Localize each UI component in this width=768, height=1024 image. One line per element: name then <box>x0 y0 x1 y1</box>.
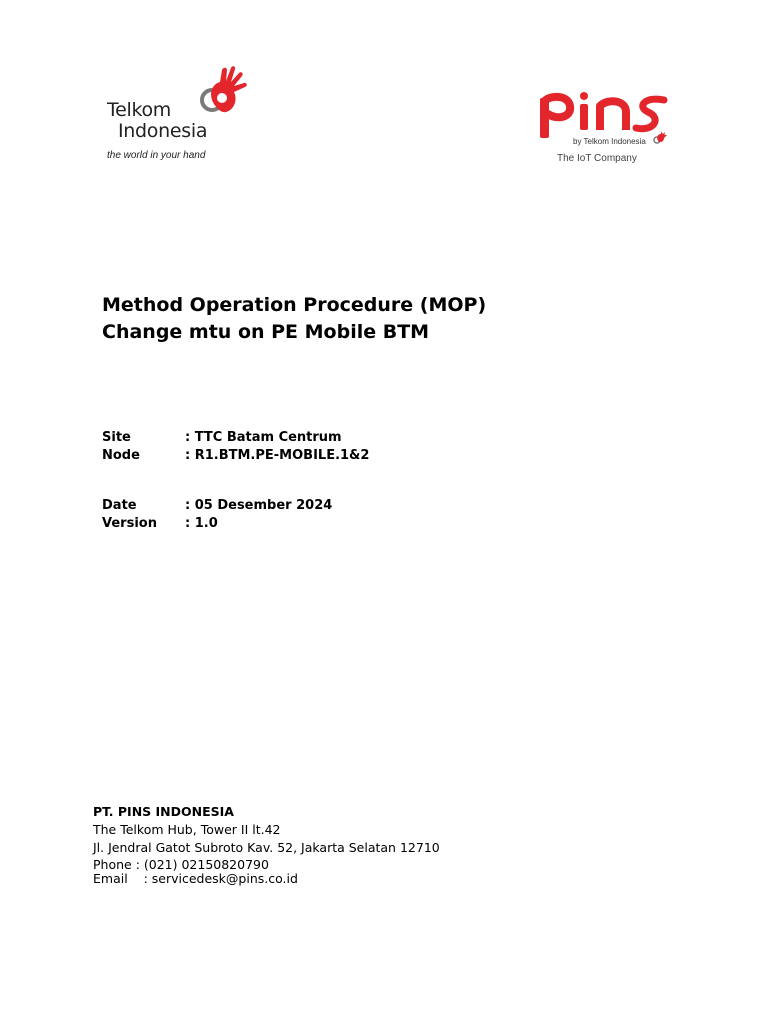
version-label: Version <box>102 516 157 531</box>
telkom-logo-tagline: the world in your hand <box>107 150 206 161</box>
pins-by-telkom-text: by Telkom Indonesia <box>573 137 646 146</box>
version-value: : 1.0 <box>185 516 218 531</box>
telkom-mini-hand-icon <box>652 131 668 145</box>
node-value: : R1.BTM.PE-MOBILE.1&2 <box>185 448 370 463</box>
date-label: Date <box>102 498 137 513</box>
pins-wordmark-logo <box>538 92 670 138</box>
email-line: Email : servicedesk@pins.co.id <box>93 871 298 886</box>
company-name: PT. PINS INDONESIA <box>93 804 234 819</box>
telkom-logo-line2: Indonesia <box>118 120 208 142</box>
pins-tagline: The IoT Company <box>557 153 637 164</box>
address-line2: Jl. Jendral Gatot Subroto Kav. 52, Jakarta Selatan 12710 <box>93 840 440 855</box>
node-label: Node <box>102 448 140 463</box>
phone-line: Phone : (021) 02150820790 <box>93 857 269 872</box>
site-value: : TTC Batam Centrum <box>185 430 342 445</box>
telkom-hand-icon <box>192 64 258 118</box>
address-line1: The Telkom Hub, Tower II lt.42 <box>93 822 281 837</box>
document-title-line1: Method Operation Procedure (MOP) <box>102 294 487 316</box>
site-label: Site <box>102 430 131 445</box>
document-title-line2: Change mtu on PE Mobile BTM <box>102 321 430 343</box>
telkom-logo-line1: Telkom <box>107 99 172 121</box>
date-value: : 05 Desember 2024 <box>185 498 333 513</box>
